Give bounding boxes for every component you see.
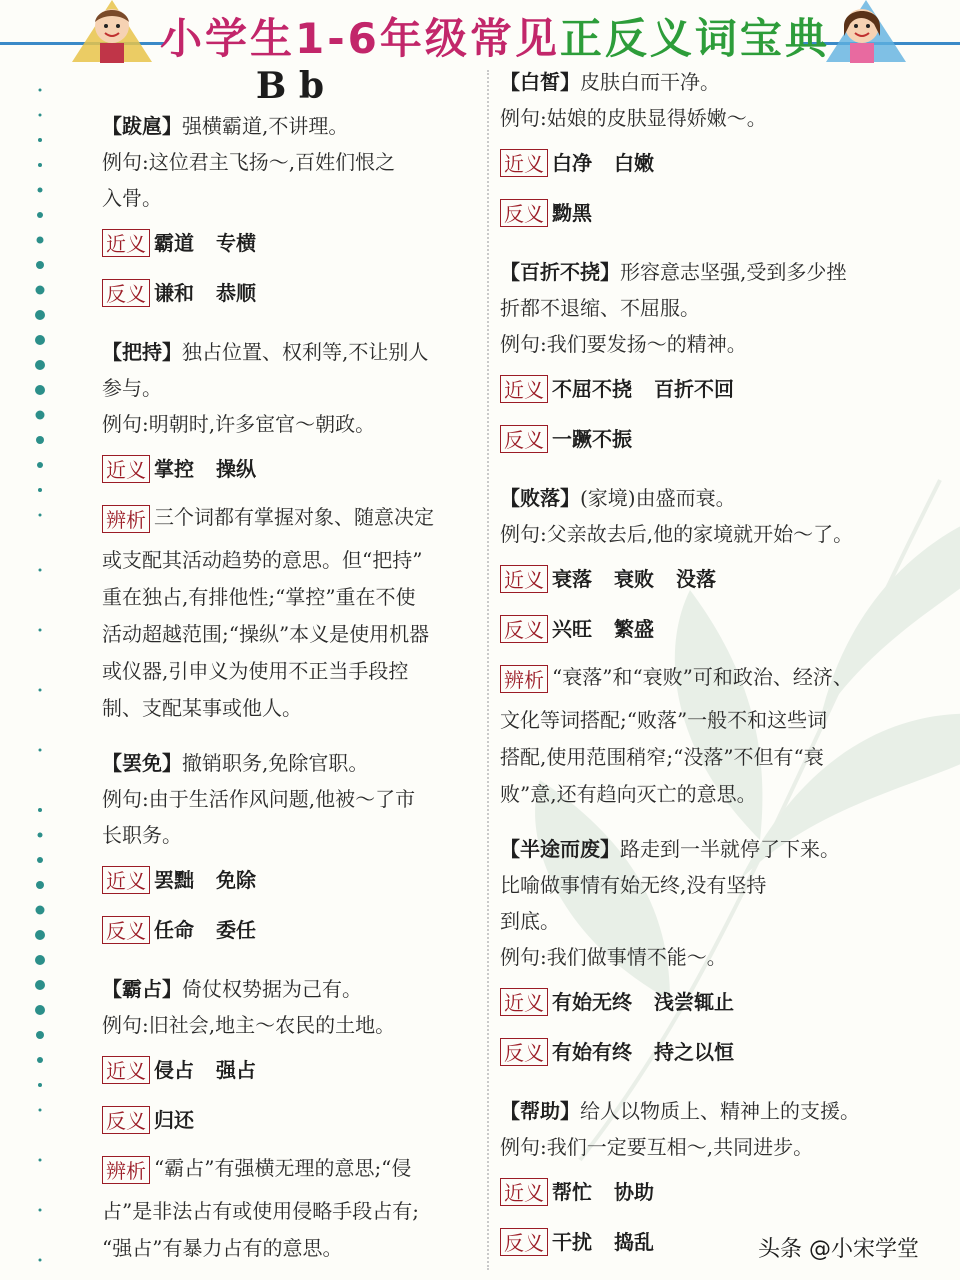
antonym: 干扰 — [552, 1229, 592, 1254]
synonym-tag: 近义 — [500, 565, 548, 593]
entry-definition: 强横霸道,不讲理。 — [182, 114, 349, 138]
example-sentence: 例句:我们要发扬～的精神。 — [500, 332, 747, 356]
synonym: 百折不回 — [654, 376, 734, 401]
synonym-tag: 近义 — [500, 149, 548, 177]
antonym: 有始有终 — [552, 1039, 632, 1064]
synonym: 白嫩 — [614, 150, 654, 175]
page-title — [160, 6, 830, 66]
synonym-tag: 近义 — [102, 866, 150, 894]
entry-definition: (家境)由盛而衰。 — [580, 486, 736, 510]
entry-definition-cont: 参与。 — [102, 376, 162, 400]
antonym-tag: 反义 — [500, 199, 548, 227]
antonym: 繁盛 — [614, 616, 654, 641]
antonym-tag: 反义 — [500, 1038, 548, 1066]
entry-definition: 独占位置、权利等,不让别人 — [182, 340, 429, 364]
entry-definition: 撤销职务,免除官职。 — [182, 751, 369, 775]
entry-word: 【霸占】 — [102, 977, 182, 1001]
synonym: 专横 — [216, 230, 256, 255]
synonym: 侵占 — [154, 1057, 194, 1082]
entry-definition-cont: 到底。 — [500, 909, 560, 933]
synonym-tag: 近义 — [500, 375, 548, 403]
entry-definition: 皮肤白而干净。 — [580, 70, 720, 94]
entry-word: 【把持】 — [102, 340, 182, 364]
analysis-text: “衰落”和“衰败”可和政治、经济、 — [552, 665, 853, 689]
synonym-tag: 近义 — [102, 455, 150, 483]
entry-definition: 路走到一半就停了下来。 — [620, 837, 840, 861]
synonym: 免除 — [216, 867, 256, 892]
left-column — [102, 64, 478, 1267]
antonym-tag: 反义 — [102, 279, 150, 307]
analysis-text: 重在独占,有排他性;“掌控”重在不使 — [102, 585, 416, 609]
example-sentence: 例句:这位君主飞扬～,百姓们恨之 — [102, 150, 396, 174]
decorative-dot-border — [30, 70, 50, 1270]
girl-cartoon-icon — [816, 0, 906, 66]
watermark: 头条 @小宋学堂 — [758, 1237, 919, 1262]
antonym: 一蹶不振 — [552, 426, 632, 451]
synonym: 协助 — [614, 1179, 654, 1204]
title-part-2: 正反义词宝典 — [559, 14, 830, 63]
analysis-text: 占”是非法占有或使用侵略手段占有; — [102, 1199, 419, 1223]
antonym: 谦和 — [154, 280, 194, 305]
antonym-tag: 反义 — [500, 425, 548, 453]
synonym: 衰落 — [552, 566, 592, 591]
synonym: 帮忙 — [552, 1179, 592, 1204]
example-sentence: 例句:父亲故去后,他的家境就开始～了。 — [500, 522, 854, 546]
example-sentence: 例句:我们一定要互相～,共同进步。 — [500, 1135, 814, 1159]
entry-baizhebunao — [500, 254, 876, 462]
antonym: 任命 — [154, 917, 194, 942]
entry-word: 【帮助】 — [500, 1099, 580, 1123]
entry-bantuerfei — [500, 831, 876, 1075]
antonym-tag: 反义 — [102, 916, 150, 944]
antonym-tag: 反义 — [500, 615, 548, 643]
synonym: 不屈不挠 — [552, 376, 632, 401]
synonym: 罢黜 — [154, 867, 194, 892]
analysis-text: “霸占”有强横无理的意思;“侵 — [154, 1156, 412, 1180]
entry-definition: 形容意志坚强,受到多少挫 — [620, 260, 847, 284]
synonym: 衰败 — [614, 566, 654, 591]
antonym: 兴旺 — [552, 616, 592, 641]
synonym: 强占 — [216, 1057, 256, 1082]
analysis-text: 搭配,使用范围稍窄;“没落”不但有“衰 — [500, 745, 824, 769]
entry-word: 【跋扈】 — [102, 114, 182, 138]
entry-definition-cont: 比喻做事情有始无终,没有坚持 — [500, 873, 767, 897]
entry-word: 【罢免】 — [102, 751, 182, 775]
synonym: 霸道 — [154, 230, 194, 255]
antonym-tag: 反义 — [102, 1106, 150, 1134]
synonym: 没落 — [676, 566, 716, 591]
entry-bailuo — [500, 480, 876, 813]
analysis-text: “强占”有暴力占有的意思。 — [102, 1236, 343, 1260]
synonym: 有始无终 — [552, 989, 632, 1014]
antonym: 黝黑 — [552, 200, 592, 225]
column-divider — [487, 70, 489, 1270]
title-part-1: 小学生1-6年级常见 — [160, 14, 560, 63]
antonym: 归还 — [154, 1107, 194, 1132]
antonym: 委任 — [216, 917, 256, 942]
page-header — [0, 0, 960, 62]
entry-definition: 给人以物质上、精神上的支援。 — [580, 1099, 860, 1123]
example-sentence: 例句:姑娘的皮肤显得娇嫩～。 — [500, 106, 767, 130]
analysis-text: 制、支配某事或他人。 — [102, 696, 302, 720]
right-column — [500, 64, 876, 1265]
synonym-tag: 近义 — [102, 1056, 150, 1084]
entry-bahu — [102, 108, 478, 316]
analysis-text: 文化等词搭配;“败落”一般不和这些词 — [500, 708, 828, 732]
entry-word: 【败落】 — [500, 486, 580, 510]
antonym: 恭顺 — [216, 280, 256, 305]
synonym-tag: 近义 — [500, 1178, 548, 1206]
example-sentence-cont: 长职务。 — [102, 823, 182, 847]
analysis-tag: 辨析 — [102, 1156, 150, 1184]
antonym: 捣乱 — [614, 1229, 654, 1254]
analysis-tag: 辨析 — [102, 505, 150, 533]
entry-definition: 倚仗权势据为己有。 — [182, 977, 362, 1001]
entry-bachi — [102, 334, 478, 727]
example-sentence-cont: 入骨。 — [102, 186, 162, 210]
entry-word: 【半途而废】 — [500, 837, 620, 861]
antonym: 持之以恒 — [654, 1039, 734, 1064]
entry-word: 【百折不挠】 — [500, 260, 620, 284]
entry-baixi — [500, 64, 876, 236]
example-sentence: 例句:旧社会,地主～农民的土地。 — [102, 1013, 396, 1037]
analysis-text: 或支配其活动趋势的意思。但“把持” — [102, 548, 423, 572]
entry-bamian — [102, 745, 478, 953]
analysis-text: 活动超越范围;“操纵”本义是使用机器 — [102, 622, 430, 646]
synonym: 白净 — [552, 150, 592, 175]
synonym: 浅尝辄止 — [654, 989, 734, 1014]
synonym-tag: 近义 — [500, 988, 548, 1016]
example-sentence: 例句:明朝时,许多宦官～朝政。 — [102, 412, 376, 436]
synonym-tag: 近义 — [102, 229, 150, 257]
section-letter-heading: B b — [255, 65, 325, 107]
synonym: 操纵 — [216, 456, 256, 481]
analysis-text: 三个词都有掌握对象、随意决定 — [154, 505, 434, 529]
example-sentence: 例句:我们做事情不能～。 — [500, 945, 727, 969]
synonym: 掌控 — [154, 456, 194, 481]
analysis-tag: 辨析 — [500, 665, 548, 693]
antonym-tag: 反义 — [500, 1228, 548, 1256]
entry-definition-cont: 折都不退缩、不屈服。 — [500, 296, 700, 320]
entry-word: 【白皙】 — [500, 70, 580, 94]
analysis-text: 败”意,还有趋向灭亡的意思。 — [500, 782, 757, 806]
entry-bazhan — [102, 971, 478, 1267]
boy-cartoon-icon — [72, 0, 152, 66]
example-sentence: 例句:由于生活作风问题,他被～了市 — [102, 787, 416, 811]
analysis-text: 或仪器,引申义为使用不正当手段控 — [102, 659, 409, 683]
